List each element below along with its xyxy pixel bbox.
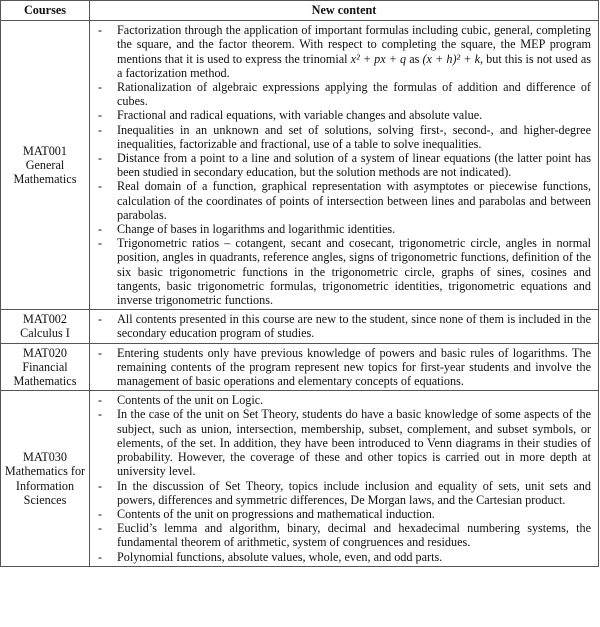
header-row bbox=[1, 1, 599, 21]
item-text: In the discussion of Set Theory, topics include inclusion and equality of sets, unit sets and powers, differences and symmetric differences, De Morgan laws, and the Cartesian product. bbox=[117, 478, 591, 507]
list-item bbox=[91, 312, 591, 340]
content-cell bbox=[90, 343, 599, 391]
item-text: as bbox=[406, 51, 423, 66]
table-row bbox=[1, 343, 599, 391]
bullet-dash: - bbox=[98, 521, 103, 536]
bullet-dash: - bbox=[98, 407, 103, 422]
content-cell bbox=[90, 21, 599, 310]
list-item bbox=[91, 222, 591, 236]
list-item bbox=[91, 108, 591, 122]
course-cell bbox=[1, 343, 90, 391]
header-courses: Courses bbox=[1, 1, 90, 21]
bullet-dash: - bbox=[98, 393, 103, 408]
list-item bbox=[91, 507, 591, 521]
list-item bbox=[91, 393, 591, 407]
item-text: , but this is not used as a factorization method. bbox=[117, 51, 591, 80]
list-item bbox=[91, 179, 591, 222]
item-text: In the case of the unit on Set Theory, students do have a basic knowledge of some aspects of the subject, such as union, intersection, membership, subset, complement, and subset symbols, or elements, of the set. In addition, they have been introduced to Venn diagrams in their studies of probability. However, the coverage of these and other topics is carried out in more depth at university level. bbox=[117, 407, 591, 479]
course-code: MAT020 bbox=[22, 345, 67, 360]
content-list bbox=[91, 22, 597, 308]
bullet-dash: - bbox=[98, 236, 103, 251]
content-list bbox=[91, 392, 597, 564]
list-item bbox=[91, 550, 591, 564]
content-list bbox=[91, 311, 597, 341]
table-row bbox=[1, 310, 599, 343]
list-item bbox=[91, 236, 591, 307]
item-text: Factorization through the application of important formulas including cubic, general, completing the square, and the factor theorem. With respect to completing the square, the MEP program mentions that it is used to express the trinomial bbox=[117, 23, 591, 66]
item-text: Contents of the unit on progressions and mathematical induction. bbox=[117, 506, 435, 521]
formula: (x + h)² + k bbox=[422, 51, 480, 66]
bullet-dash: - bbox=[98, 549, 103, 564]
table-row bbox=[1, 391, 599, 566]
course-name: Mathematics for Information Sciences bbox=[4, 464, 86, 507]
course-name: Financial Mathematics bbox=[13, 359, 77, 389]
item-text: Inequalities in an unknown and set of solutions, solving first-, second-, and higher-degree inequalities, factorizable and fractional, use of a table to solve inequalities. bbox=[117, 122, 591, 151]
bullet-dash: - bbox=[98, 80, 103, 95]
course-code: MAT001 bbox=[22, 143, 67, 158]
course-cell bbox=[1, 391, 90, 566]
bullet-dash: - bbox=[98, 312, 103, 327]
bullet-dash: - bbox=[98, 345, 103, 360]
bullet-dash: - bbox=[98, 23, 103, 38]
item-text: Entering students only have previous knowledge of powers and basic rules of logarithms. The remaining contents of the program represent new topics for first-year students and involve the management of basic operations and elementary concepts of equations. bbox=[117, 345, 591, 389]
list-item bbox=[91, 23, 591, 80]
list-item bbox=[91, 521, 591, 549]
item-text: Polynomial functions, absolute values, whole, even, and odd parts. bbox=[117, 549, 443, 564]
item-text: All contents presented in this course are new to the student, since none of them is included in the secondary education program of studies. bbox=[117, 312, 591, 341]
bullet-dash: - bbox=[98, 506, 103, 521]
list-item bbox=[91, 80, 591, 108]
list-item bbox=[91, 151, 591, 179]
course-cell bbox=[1, 310, 90, 343]
item-text: Euclid’s lemma and algorithm, binary, decimal and hexadecimal numbering systems, the fundamental theorem of arithmetic, system of congruences and residues. bbox=[117, 521, 591, 550]
content-list bbox=[91, 345, 597, 390]
content-cell bbox=[90, 391, 599, 566]
course-code: MAT002 bbox=[22, 312, 67, 327]
formula: x² + px + q bbox=[350, 51, 407, 66]
course-name: Calculus I bbox=[20, 326, 70, 341]
table-row bbox=[1, 21, 599, 310]
bullet-dash: - bbox=[98, 179, 103, 194]
list-item bbox=[91, 479, 591, 507]
item-text: Real domain of a function, graphical representation with asymptotes or piecewise functions, calculation of the coordinates of points of intersection between lines and parabolas and between parabolas. bbox=[117, 179, 591, 222]
bullet-dash: - bbox=[98, 222, 103, 237]
list-item bbox=[91, 407, 591, 478]
bullet-dash: - bbox=[98, 151, 103, 166]
item-text: Change of bases in logarithms and logarithmic identities. bbox=[117, 222, 396, 237]
course-code: MAT030 bbox=[22, 450, 67, 465]
item-text: Contents of the unit on Logic. bbox=[117, 393, 264, 408]
item-text: Distance from a point to a line and solution of a system of linear equations (the latter point has been studied in secondary education, but the solution methods are not indicated). bbox=[117, 151, 591, 180]
content-cell bbox=[90, 310, 599, 343]
course-name: General Mathematics bbox=[13, 158, 77, 187]
bullet-dash: - bbox=[98, 108, 103, 123]
course-cell bbox=[1, 21, 90, 310]
list-item bbox=[91, 123, 591, 151]
item-text: Fractional and radical equations, with variable changes and absolute value. bbox=[117, 108, 483, 123]
bullet-dash: - bbox=[98, 122, 103, 137]
item-text: Rationalization of algebraic expressions applying the formulas of addition and difference of cubes. bbox=[117, 80, 591, 109]
item-text: Trigonometric ratios – cotangent, secant and cosecant, trigonometric circle, angles in normal position, angles in quadrants, reference angles, signs of trigonometric functions, definition of the six basic trigonometric functions in the trigonometric circle, graphs of sines, cosines and tangents, basic trigonometric formulas, trigonometric identities, trigonometric equations and inverse trigonometric functions. bbox=[117, 236, 591, 308]
bullet-dash: - bbox=[98, 478, 103, 493]
header-new-content: New content bbox=[90, 1, 599, 21]
list-item bbox=[91, 346, 591, 389]
